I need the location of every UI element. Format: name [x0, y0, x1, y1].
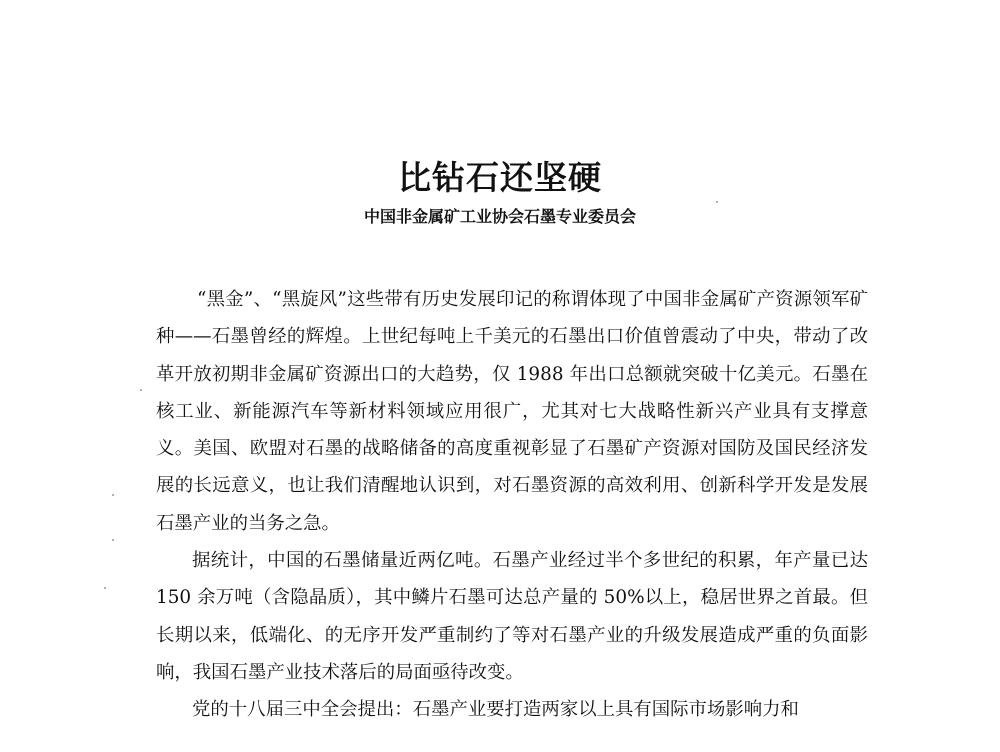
paragraph: 党的十八届三中全会提出：石墨产业要打造两家以上具有国际市场影响力和	[192, 699, 799, 721]
scan-speck	[112, 494, 114, 496]
paragraph: 据统计，中国的石墨储量近两亿吨。石墨产业经过半个多世纪的积累，年产量已达 150 余万吨（含隐晶质），其中鳞片石墨可达总产量的 50%以上，稳居世界之首最。但长期以来，低端化、的无序开发严重制约了等对石墨产业的升级发展造成严重的负面影响，我国石墨产业技术落后的局面亟待改变。	[156, 550, 868, 683]
article-body	[156, 281, 868, 729]
paragraph: “黑金”、“黑旋风”这些带有历史发展印记的称谓体现了中国非金属矿产资源领军矿种——石墨曾经的辉煌。上世纪每吨上千美元的石墨出口价值曾震动了中央，带动了改革开放初期非金属矿资源出口的大趋势，仅 1988 年出口总额就突破十亿美元。石墨在核工业、新能源汽车等新材料领域应用很广，尤其对七大战略性新兴产业具有支撑意义。美国、欧盟对石墨的战略储备的高度重视彰显了石墨矿产资源对国防及国民经济发展的长远意义，也让我们清醒地认识到，对石墨资源的高效利用、创新科学开发是发展石墨产业的当务之急。	[156, 289, 868, 534]
article-title: 比钻石还坚硬	[398, 158, 602, 197]
scan-speck	[716, 201, 718, 203]
scan-speck	[104, 587, 106, 589]
article-author: 中国非金属矿工业协会石墨专业委员会	[363, 207, 636, 226]
scan-speck	[140, 389, 142, 391]
scan-speck	[112, 539, 114, 541]
